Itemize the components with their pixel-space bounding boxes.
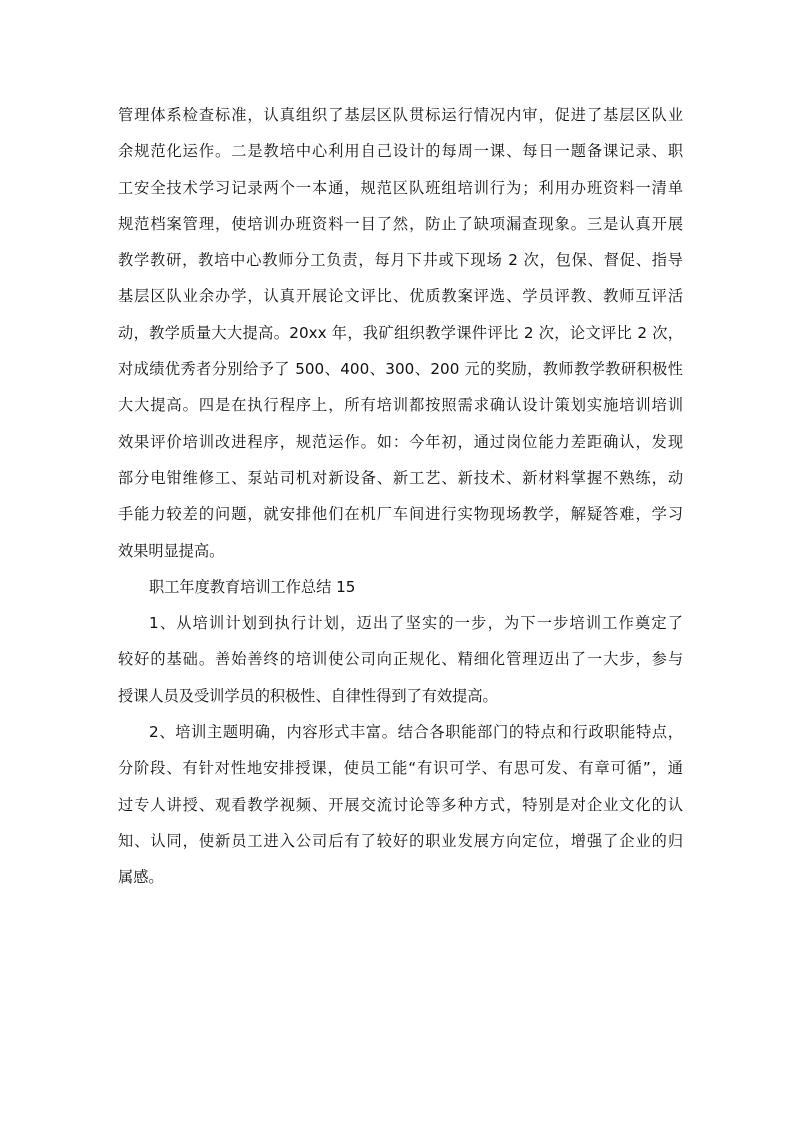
text-line: 1、从培训计划到执行计划，迈出了坚实的一步，为下一步培训工作奠定了: [149, 614, 683, 633]
text-line: 效果明显提高。: [118, 541, 225, 560]
text-line: 较好的基础。善始善终的培训使公司向正规化、精细化管理迈出了一大步，参与: [118, 650, 683, 669]
text-line: 基层区队业余办学，认真开展论文评比、优质教案评选、学员评教、教师互评活: [118, 287, 683, 306]
paragraph-point-1: [118, 605, 683, 714]
text-line: 管理体系检查标准，认真组织了基层区队贯标运行情况内审，促进了基层区队业: [118, 106, 683, 124]
text-line: 分阶段、有针对性地安排授课，使员工能“有识可学、有思可发、有章可循”，通: [118, 759, 683, 778]
section-heading: 职工年度教育培训工作总结 15: [149, 577, 356, 596]
paragraph-point-2: [118, 714, 683, 895]
text-line: 手能力较差的问题，就安排他们在机厂车间进行实物现场教学，解疑答难，学习: [118, 505, 683, 524]
text-line: 规范档案管理，使培训办班资料一目了然，防止了缺项漏查现象。三是认真开展: [118, 214, 683, 233]
document-body: [118, 97, 683, 896]
text-line: 过专人讲授、观看教学视频、开展交流讨论等多种方式，特别是对企业文化的认: [118, 795, 683, 814]
text-line: 动，教学质量大大提高。20xx 年，我矿组织教学课件评比 2 次，论文评比 2 次，: [118, 323, 683, 342]
text-line: 对成绩优秀者分别给予了 500、400、300、200 元的奖励，教师教学教研积极性: [118, 360, 683, 379]
text-line: 教学教研，教培中心教师分工负责，每月下井或下现场 2 次，包保、督促、指导: [118, 251, 683, 270]
text-line: 部分电钳维修工、泵站司机对新设备、新工艺、新技术、新材料掌握不熟练，动: [118, 468, 683, 487]
text-line: 大大提高。四是在执行程序上，所有培训都按照需求确认设计策划实施培训培训: [118, 396, 683, 415]
text-line: 知、认同，使新员工进入公司后有了较好的职业发展方向定位，增强了企业的归: [118, 831, 683, 850]
text-line: 授课人员及受训学员的积极性、自律性得到了有效提高。: [118, 686, 498, 705]
text-line: 余规范化运作。二是教培中心利用自己设计的每周一课、每日一题备课记录、职: [118, 142, 683, 161]
text-line: 效果评价培训改进程序，规范运作。如：今年初，通过岗位能力差距确认，发现: [118, 432, 683, 451]
text-line: 工安全技术学习记录两个一本通，规范区队班组培训行为；利用办班资料一清单: [118, 178, 683, 197]
text-line: 属感。: [118, 868, 164, 887]
text-line: 2、培训主题明确，内容形式丰富。结合各职能部门的特点和行政职能特点，: [149, 723, 683, 742]
paragraph-training-management: [118, 97, 683, 569]
